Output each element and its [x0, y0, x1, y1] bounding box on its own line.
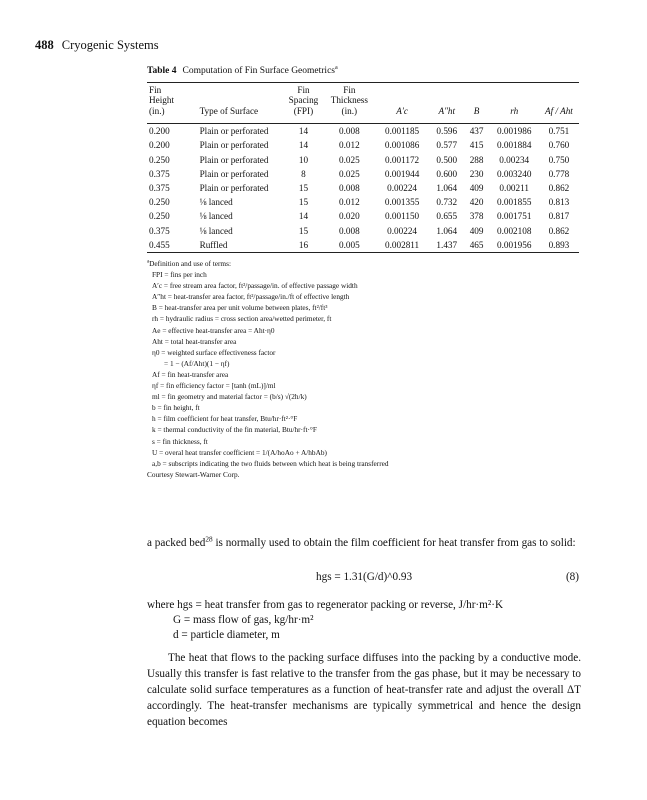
note-line: A″ht = heat-transfer area factor, ft²/passage/in./ft of effective length	[152, 292, 350, 302]
table-cell: 0.732	[436, 197, 458, 208]
table-footnote-mark: a	[334, 64, 338, 71]
table-cell: 10	[298, 154, 309, 165]
table-cell: 0.500	[436, 154, 458, 165]
table-cell: 1.064	[436, 225, 458, 236]
table-cell: 0.577	[436, 140, 458, 151]
table-row	[147, 209, 579, 223]
table-top-rule	[147, 82, 579, 83]
fin-geometry-table	[147, 85, 579, 252]
col-aht: A″ht	[438, 105, 456, 116]
note-line: Aht = total heat-transfer area	[152, 336, 237, 346]
book-title: Cryogenic Systems	[61, 38, 159, 52]
table-cell: ⅛ lanced	[199, 211, 233, 222]
table-cell: 15	[298, 183, 309, 194]
col-fin-thickness: Fin Thickness (in.)	[330, 85, 368, 116]
table-cell: 0.250	[149, 154, 170, 165]
note-line: k = thermal conductivity of the fin material, Btu/hr·ft·°F	[152, 425, 317, 435]
equation-formula: hgs = 1.31(G/d)^0.93	[316, 571, 413, 583]
table-cell: 0.001944	[384, 168, 420, 179]
table-cell: 420	[469, 197, 484, 208]
table-cell: 0.002811	[385, 239, 420, 250]
notes-courtesy: Courtesy Stewart-Warner Corp.	[147, 469, 240, 479]
table-row	[147, 181, 579, 195]
table-cell: 0.375	[149, 225, 170, 236]
table-cell: 0.760	[548, 140, 570, 151]
table-title	[147, 66, 338, 76]
table-cell: 0.012	[339, 197, 360, 208]
note-line: ηf = fin efficiency factor = [tanh (mL)]/ml	[152, 381, 276, 391]
equation-8	[147, 571, 579, 587]
table-cell: 15	[298, 197, 309, 208]
table-header-row	[147, 85, 579, 121]
table-cell: Ruffled	[199, 239, 228, 250]
table-cell: 8	[301, 168, 306, 179]
note-line: ml = fin geometry and material factor = (b/s) √(2h/k)	[152, 392, 307, 402]
note-line: h = film coefficient for heat transfer, Btu/hr·ft²·°F	[152, 414, 298, 424]
body-paragraph: The heat that flows to the packing surface diffuses into the packing by a conductive mode. Usually this transfer is fast relative to the transfer from the gas phase, but it may be necessary to calculate solid surface temperatures as a function of heat-transfer rate and adjust the overall ΔT accordingly. The heat-transfer mechanisms are typically symmetrical and hence the design equation becomes	[147, 652, 581, 728]
table-cell: 0.250	[149, 211, 170, 222]
table-cell: 0.003240	[496, 168, 532, 179]
equation-where-block	[147, 598, 582, 643]
table-cell: 0.600	[436, 168, 458, 179]
table-row	[147, 121, 579, 138]
table-cell: 437	[469, 126, 484, 137]
note-line: A′c = free stream area factor, ft²/passage/in. of effective passage width	[152, 281, 358, 291]
note-line: b = fin height, ft	[152, 403, 200, 413]
table-cell: 0.001172	[385, 154, 420, 165]
table-cell: 0.596	[436, 126, 458, 137]
note-line: a,b = subscripts indicating the two fluids between which heat is being transferred	[152, 458, 389, 468]
note-line: η0 = weighted surface effectiveness factor	[152, 347, 276, 357]
table-cell: Plain or perforated	[199, 140, 269, 151]
table-cell: 0.00211	[499, 183, 529, 194]
body-intro: a packed bed$^{28}$ is normally used to obtain the film coefficient for heat transfer from gas to solid:	[147, 535, 576, 549]
table-cell: 0.025	[339, 168, 360, 179]
table-cell: 0.012	[339, 140, 360, 151]
table-cell: 16	[298, 239, 309, 250]
table-cell: 0.001956	[496, 239, 532, 250]
table-row	[147, 238, 579, 252]
table-cell: 0.001986	[496, 126, 532, 137]
table-cell: 15	[298, 225, 309, 236]
table-cell: 378	[469, 211, 484, 222]
table-cell: 0.005	[339, 239, 360, 250]
table-cell: 14	[298, 126, 309, 137]
table-cell: 415	[469, 140, 484, 151]
note-line: B = heat-transfer area per unit volume between plates, ft²/ft³	[152, 303, 328, 313]
table-cell: 409	[469, 225, 484, 236]
table-cell: 0.001884	[496, 140, 532, 151]
table-notes	[147, 258, 587, 480]
table-cell: 0.817	[548, 211, 570, 222]
table-cell: Plain or perforated	[199, 168, 269, 179]
table-cell: 0.008	[339, 126, 360, 137]
table-cell: 0.813	[548, 197, 570, 208]
table-cell: 0.778	[548, 168, 570, 179]
col-b: B	[473, 105, 480, 116]
note-line: s = fin thickness, ft	[152, 436, 208, 446]
table-cell: 14	[298, 140, 309, 151]
table-cell: Plain or perforated	[199, 126, 269, 137]
table-row	[147, 138, 579, 152]
table-row	[147, 195, 579, 209]
table-cell: 465	[469, 239, 484, 250]
table-cell: 0.375	[149, 183, 170, 194]
where-line-hgs: where hgs = heat transfer from gas to regenerator packing or reverse, J/hr·m²·K	[147, 599, 504, 611]
table-cell: 1.064	[436, 183, 458, 194]
table-cell: 0.862	[548, 225, 570, 236]
notes-list	[147, 269, 587, 469]
note-line: rh = hydraulic radius = cross section area/wetted perimeter, ft	[152, 314, 332, 324]
table-cell: 0.375	[149, 168, 170, 179]
equation-number: (8)	[565, 571, 579, 583]
col-af-aht: Af / Aht	[544, 105, 573, 116]
col-ac: A′c	[396, 105, 408, 116]
table-row	[147, 153, 579, 167]
table-cell: 0.455	[149, 239, 170, 250]
table-cell: 0.893	[548, 239, 570, 250]
page-header	[35, 38, 159, 53]
table-cell: 0.025	[339, 154, 360, 165]
table-cell: Plain or perforated	[199, 183, 269, 194]
table-body	[147, 121, 579, 252]
table-row	[147, 167, 579, 181]
col-type-of-surface: Type of Surface	[199, 105, 259, 116]
col-rh: rh	[510, 105, 519, 116]
note-line: FPI = fins per inch	[152, 270, 207, 280]
table-label: Table 4	[147, 66, 177, 76]
where-line-d: d = particle diameter, m	[173, 629, 280, 641]
col-fin-spacing: Fin Spacing (FPI)	[288, 85, 319, 116]
table-cell: 0.862	[548, 183, 570, 194]
table-cell: 0.200	[149, 140, 170, 151]
table-cell: 0.00234	[499, 154, 530, 165]
table-cell: 0.001855	[496, 197, 532, 208]
table-cell: ⅛ lanced	[199, 197, 233, 208]
where-line-g: G = mass flow of gas, kg/hr·m²	[173, 614, 314, 626]
table-cell: 0.001185	[385, 126, 420, 137]
table-bottom-rule	[147, 252, 579, 253]
table-cell: 0.00224	[387, 225, 417, 236]
table-cell: 0.001355	[384, 197, 420, 208]
col-fin-height: Fin Height (in.)	[149, 85, 175, 116]
table-cell: Plain or perforated	[199, 154, 269, 165]
table-cell: 1.437	[436, 239, 458, 250]
table-cell: 0.001150	[385, 211, 420, 222]
table-cell: 0.008	[339, 225, 360, 236]
notes-intro: $^a$Definition and use of terms:	[147, 259, 231, 268]
table-cell: 0.250	[149, 197, 170, 208]
table-cell: ⅛ lanced	[199, 225, 233, 236]
table-cell: 409	[469, 183, 484, 194]
table-cell: 0.002108	[496, 225, 532, 236]
table-cell: 230	[469, 168, 484, 179]
table-cell: 0.655	[436, 211, 458, 222]
table-cell: 0.020	[339, 211, 360, 222]
page-number: 488	[35, 38, 54, 52]
table-cell: 0.008	[339, 183, 360, 194]
note-line: U = overal heat transfer coefficient = 1/(A/hoAo + A/hbAb)	[152, 447, 327, 457]
note-line: Af = fin heat-transfer area	[152, 369, 229, 379]
note-line: Ae = effective heat-transfer area = Aht·η0	[152, 325, 275, 335]
table-cell: 0.001086	[384, 140, 420, 151]
table-cell: 0.751	[548, 126, 570, 137]
table-cell: 0.750	[548, 154, 570, 165]
table-cell: 0.200	[149, 126, 170, 137]
table-cell: 0.00224	[387, 183, 417, 194]
table-cell: 0.001751	[496, 211, 532, 222]
table-row	[147, 224, 579, 238]
table-cell: 14	[298, 211, 309, 222]
table-caption: Computation of Fin Surface Geometrics	[182, 66, 335, 76]
table-cell: 288	[469, 154, 484, 165]
note-line: = 1 − (Af/Aht)(1 − ηf)	[164, 358, 230, 368]
